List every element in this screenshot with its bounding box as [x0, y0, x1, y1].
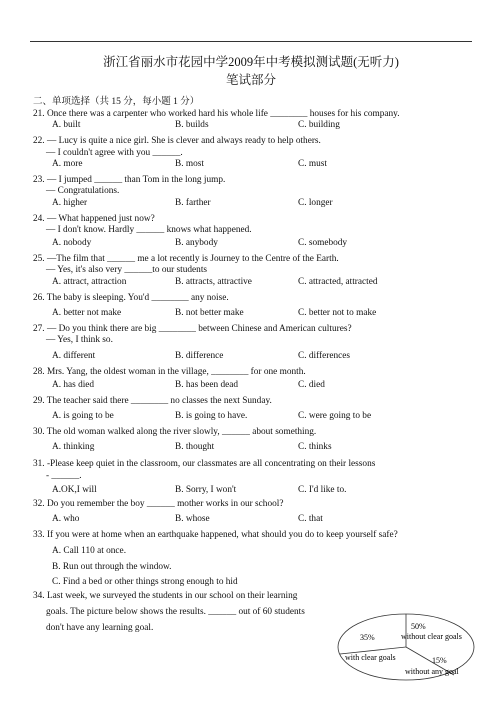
question-32-option-c: C. that [298, 514, 323, 524]
question-27-line-1: 27. — Do you think there are big ________ between Chinese and American cultures? [33, 324, 352, 334]
question-28-option-a: A. has died [52, 380, 95, 390]
question-26-option-a: A. better not make [52, 308, 122, 318]
question-26-line-1: 26. The baby is sleeping. You'd ________ any noise. [33, 293, 229, 303]
question-22-line-1: 22. — Lucy is quite a nice girl. She is clever and always ready to help others. [33, 136, 321, 146]
question-26-option-b: B. not better make [175, 308, 244, 318]
header-rule [30, 41, 472, 42]
pie-label-text-3: without any goal [405, 667, 459, 676]
question-31-line-1: 31. -Please keep quiet in the classroom, our classmates are all concentrating on their lessons [33, 459, 376, 469]
question-34-line-2: goals. The picture below shows the results. ______ out of 60 students [46, 607, 305, 617]
pie-label-text-2: with clear goals [345, 653, 396, 662]
question-22-option-c: C. must [298, 159, 327, 169]
question-21-option-c: C. building [298, 120, 340, 130]
question-31-line-2: - ______. [46, 471, 82, 481]
pie-label-pct-3: 15% [432, 656, 447, 665]
question-23-option-b: B. farther [175, 198, 211, 208]
question-22-option-b: B. most [175, 159, 204, 169]
question-29-option-c: C. were going to be [298, 411, 372, 421]
question-21-option-a: A. built [52, 120, 81, 130]
question-28-line-1: 28. Mrs. Yang, the oldest woman in the village, ________ for one month. [33, 367, 306, 377]
question-29-line-1: 29. The teacher said there ________ no classes the next Sunday. [33, 396, 272, 406]
question-24-option-a: A. nobody [52, 238, 92, 248]
question-31-option-b: B. Sorry, I won't [175, 485, 237, 495]
question-23-line-2: — Congratulations. [46, 186, 120, 196]
question-31-option-c: C. I'd like to. [298, 485, 347, 495]
question-25-line-1: 25. —The film that ______ me a lot recently is Journey to the Centre of the Earth. [33, 254, 339, 264]
question-26-option-c: C. better not to make [298, 308, 377, 318]
question-33-option-b: B. Run out through the window. [52, 562, 172, 572]
question-21-line-1: 21. Once there was a carpenter who worked hard his whole life ________ houses for his company. [33, 109, 400, 119]
question-30-option-b: B. thought [175, 442, 215, 452]
question-30-option-c: C. thinks [298, 442, 332, 452]
question-33-option-c: C. Find a bed or other things strong enough to hid [52, 577, 238, 587]
question-30-option-a: A. thinking [52, 442, 95, 452]
question-23-line-1: 23. — I jumped ______ than Tom in the long jump. [33, 175, 226, 185]
question-27-option-c: C. differences [298, 351, 350, 361]
pie-label-text-1: without clear goals [401, 632, 462, 641]
question-24-option-c: C. somebody [298, 238, 348, 248]
question-24-option-b: B. anybody [175, 238, 218, 248]
question-25-option-b: B. attracts, attractive [175, 277, 252, 287]
question-28-option-c: C. died [298, 380, 325, 390]
question-28-option-b: B. has been dead [175, 380, 238, 390]
question-27-line-2: — Yes, I think so. [46, 335, 113, 345]
question-34-line-1: 34. Last week, we surveyed the students in our school on their learning [33, 591, 298, 601]
question-33-line-1: 33. If you were at home when an earthquake happened, what should you do to keep yourself safe? [33, 530, 398, 540]
question-32-option-b: B. whose [175, 514, 210, 524]
question-34-line-3: don't have any learning goal. [46, 623, 154, 633]
survey-pie-chart [336, 612, 476, 682]
question-22-option-a: A. more [52, 159, 83, 169]
page-title: 浙江省丽水市花园中学2009年中考模拟测试题(无听力) [103, 55, 399, 69]
question-32-option-a: A. who [52, 514, 80, 524]
question-22-line-2: — I couldn't agree with you ______. [46, 148, 183, 158]
page-subtitle: 笔试部分 [225, 73, 276, 87]
question-27-option-b: B. difference [175, 351, 224, 361]
question-23-option-a: A. higher [52, 198, 88, 208]
question-23-option-c: C. longer [298, 198, 333, 208]
question-32-line-1: 32. Do you remember the boy ______ mother works in our school? [33, 499, 284, 509]
question-33-option-a: A. Call 110 at once. [52, 546, 127, 556]
question-29-option-b: B. is going to have. [175, 411, 248, 421]
question-24-line-1: 24. — What happened just now? [33, 214, 155, 224]
question-27-option-a: A. different [52, 351, 96, 361]
question-25-option-c: C. attracted, attracted [298, 277, 378, 287]
pie-label-pct-1: 50% [411, 622, 426, 631]
section-heading: 二、单项选择（共 15 分，每小题 1 分） [33, 97, 200, 107]
question-24-line-2: — I don't know. Hardly ______ knows what happened. [46, 225, 252, 235]
question-21-option-b: B. builds [175, 120, 209, 130]
question-25-option-a: A. attract, attraction [52, 277, 127, 287]
question-31-option-a: A.OK,I will [52, 485, 97, 495]
question-30-line-1: 30. The old woman walked along the river slowly, ______ about something. [33, 427, 317, 437]
question-29-option-a: A. is going to be [52, 411, 114, 421]
question-25-line-2: — Yes, it's also very ______to our students [46, 265, 208, 275]
pie-label-pct-2: 35% [360, 633, 375, 642]
